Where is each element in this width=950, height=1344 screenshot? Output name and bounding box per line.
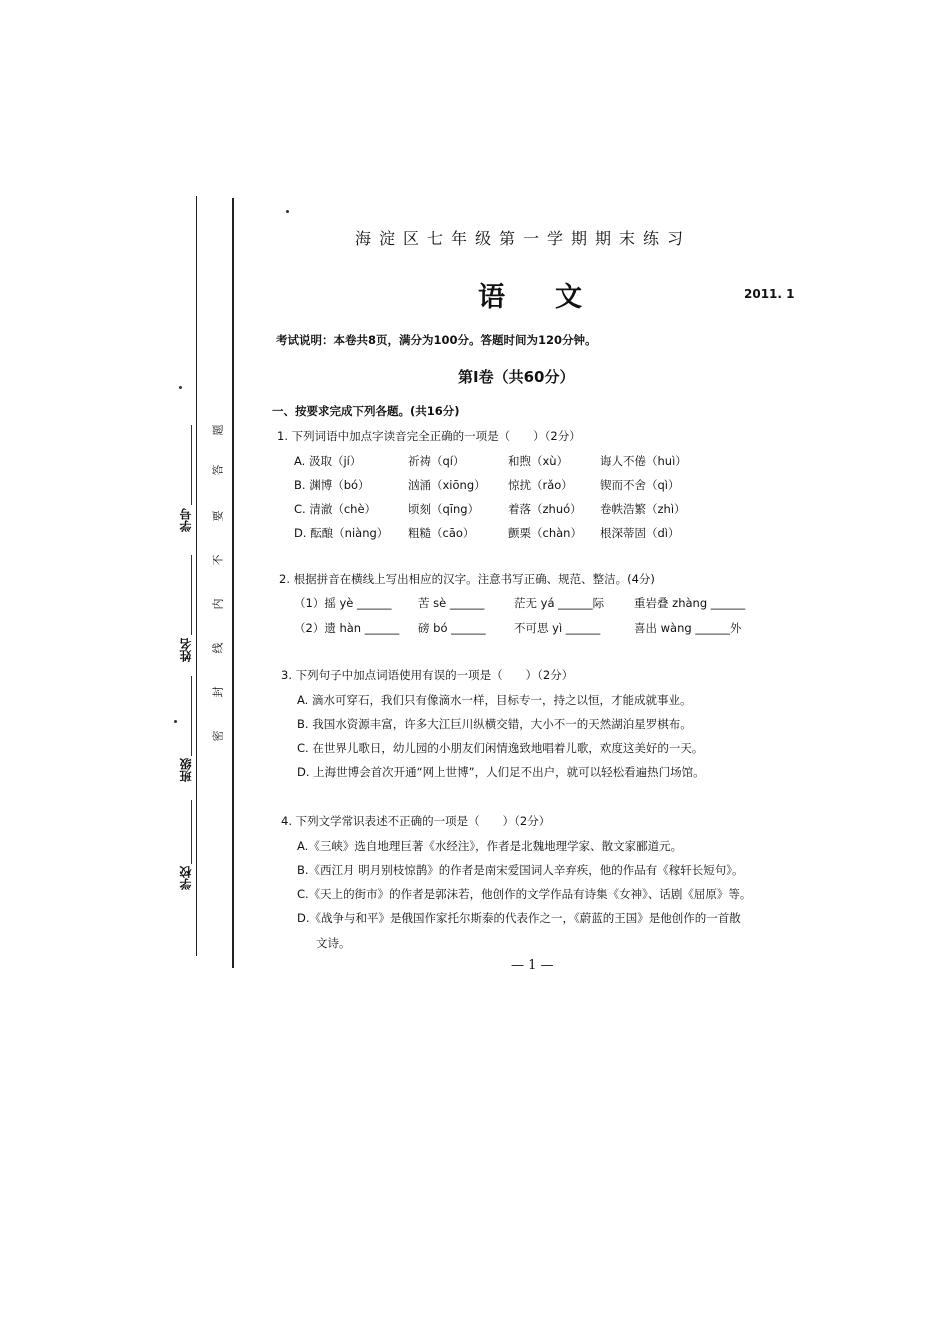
q2-2-4: 喜出 wàng ______外 bbox=[634, 621, 742, 635]
seal-char-7: 封 bbox=[211, 686, 225, 698]
volume-title: 第Ⅰ卷（共60分） bbox=[458, 368, 575, 386]
q2-1-3: 茫无 yá ______际 bbox=[514, 596, 605, 610]
q4-option-a: A.《三峡》选自地理巨著《水经注》，作者是北魏地理学家、散文家郦道元。 bbox=[297, 839, 683, 853]
seal-char-4: 不 bbox=[211, 554, 225, 566]
q4-option-d-cont: 文诗。 bbox=[316, 936, 351, 950]
q3-option-c: C. 在世界儿歌日，幼儿园的小朋友们闲情逸致地唱着儿歌，欢度这美好的一天。 bbox=[297, 741, 704, 755]
q1-stem: 1. 下列词语中加点字读音完全正确的一项是（ ）（2分） bbox=[277, 429, 581, 443]
binding-line-inner bbox=[232, 198, 234, 968]
q1-a-3: 和煦（xù） bbox=[508, 454, 569, 468]
q4-stem: 4. 下列文学常识表述不正确的一项是（ ）（2分） bbox=[281, 814, 551, 828]
seal-char-1: 题 bbox=[211, 424, 225, 436]
q2-2-3: 不可思 yì ______ bbox=[514, 621, 601, 635]
q1-a-4: 诲人不倦（huì） bbox=[600, 454, 687, 468]
class-label: 班级 bbox=[179, 758, 193, 782]
q3-option-a: A. 滴水可穿石，我们只有像滴水一样，目标专一，持之以恒，才能成就事业。 bbox=[297, 693, 692, 707]
seal-char-8: 密 bbox=[211, 730, 225, 742]
student-id-label: 学号 bbox=[179, 508, 193, 532]
seal-char-3: 要 bbox=[211, 510, 225, 522]
q4-option-c: C.《天上的街市》的作者是郭沫若，他创作的文学作品有诗集《女神》、话剧《屈原》等。 bbox=[297, 887, 752, 901]
q1-b-3: 惊扰（rǎo） bbox=[508, 478, 573, 492]
q1-d-3: 颤栗（chàn） bbox=[508, 526, 582, 540]
q1-a-1: A. 汲取（jí） bbox=[294, 454, 362, 468]
q2-1-1: （1）摇 yè ______ bbox=[294, 596, 392, 610]
scan-speck-2 bbox=[174, 720, 177, 723]
scan-speck-3 bbox=[286, 210, 289, 213]
school-label: 学校 bbox=[179, 866, 193, 890]
student-id-blank bbox=[191, 425, 192, 505]
q2-stem: 2. 根据拼音在横线上写出相应的汉字。注意书写正确、规范、整洁。(4分) bbox=[279, 572, 655, 586]
exam-date: 2011. 1 bbox=[744, 287, 795, 301]
page-number: — 1 — bbox=[511, 958, 554, 973]
school-blank bbox=[191, 800, 192, 864]
seal-char-2: 答 bbox=[211, 464, 225, 476]
q4-option-d: D.《战争与和平》是俄国作家托尔斯泰的代表作之一，《蔚蓝的王国》是他创作的一首散 bbox=[297, 911, 741, 925]
q4-option-b: B.《西江月 明月别枝惊鹊》的作者是南宋爱国词人辛弃疾，他的作品有《稼轩长短句》。 bbox=[297, 863, 744, 877]
q1-d-1: D. 酝酿（niàng） bbox=[294, 526, 389, 540]
q1-b-1: B. 渊博（bó） bbox=[294, 478, 370, 492]
class-blank bbox=[191, 676, 192, 756]
q2-1-4: 重岩叠 zhàng ______ bbox=[634, 596, 746, 610]
q1-d-4: 根深蒂固（dì） bbox=[600, 526, 680, 540]
q1-c-2: 顷刻（qīng） bbox=[408, 502, 480, 516]
q1-c-4: 卷帙浩繁（zhì） bbox=[600, 502, 686, 516]
q1-c-1: C. 清澈（chè） bbox=[294, 502, 377, 516]
q1-b-4: 锲而不舍（qì） bbox=[600, 478, 680, 492]
subject-title: 语文 bbox=[478, 282, 632, 313]
binding-line-outer bbox=[196, 196, 197, 956]
q2-2-2: 磅 bó ______ bbox=[418, 621, 486, 635]
q3-option-b: B. 我国水资源丰富，许多大江巨川纵横交错，大小不一的天然湖泊星罗棋布。 bbox=[297, 717, 692, 731]
q2-2-1: （2）遗 hàn ______ bbox=[294, 621, 400, 635]
section-title: 一、按要求完成下列各题。(共16分) bbox=[272, 404, 460, 418]
q3-stem: 3. 下列句子中加点词语使用有误的一项是（ ）（2分） bbox=[281, 668, 574, 682]
name-blank bbox=[191, 555, 192, 635]
scan-speck-1 bbox=[179, 386, 182, 389]
q1-d-2: 粗糙（cāo） bbox=[408, 526, 475, 540]
q1-a-2: 祈祷（qí） bbox=[408, 454, 465, 468]
exam-title: 海淀区七年级第一学期期末练习 bbox=[355, 229, 692, 248]
q2-1-2: 苦 sè ______ bbox=[418, 596, 485, 610]
q3-option-d: D. 上海世博会首次开通“网上世博”，人们足不出户，就可以轻松看遍热门场馆。 bbox=[297, 765, 705, 779]
seal-char-5: 内 bbox=[211, 598, 225, 610]
name-label: 姓名 bbox=[179, 638, 193, 662]
q1-c-3: 着落（zhuó） bbox=[508, 502, 582, 516]
exam-instructions: 考试说明：本卷共8页，满分为100分。答题时间为120分钟。 bbox=[276, 333, 597, 347]
q1-b-2: 汹涌（xiōng） bbox=[408, 478, 486, 492]
seal-char-6: 线 bbox=[211, 642, 225, 654]
